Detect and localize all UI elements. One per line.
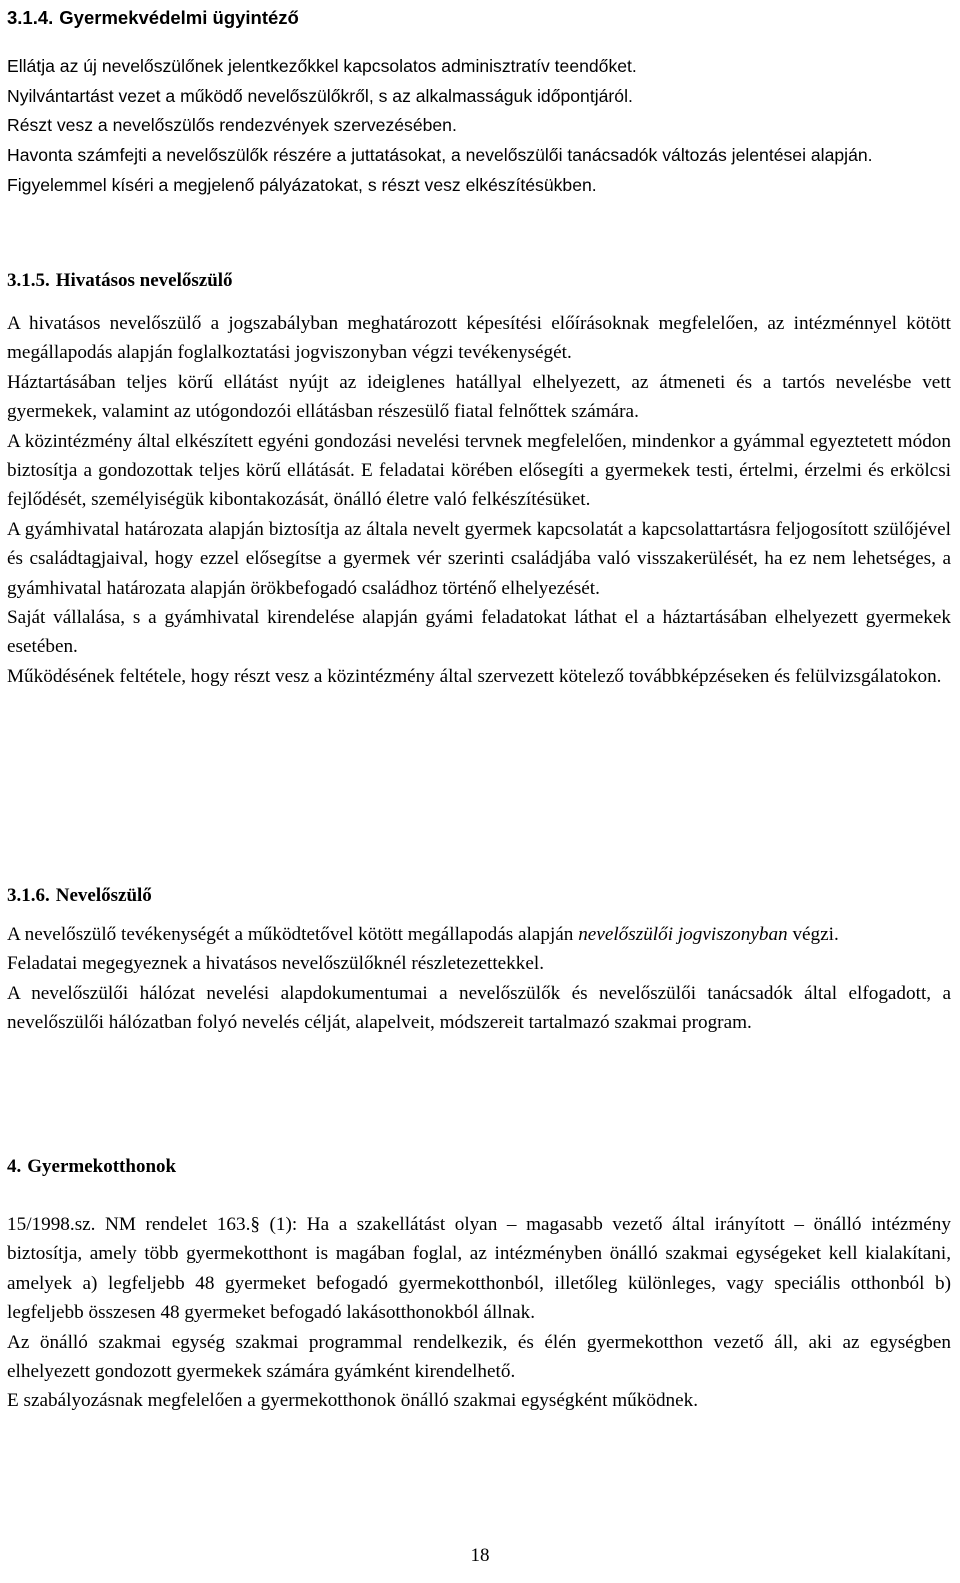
paragraph: Részt vesz a nevelőszülős rendezvények szervezésében. — [7, 115, 457, 136]
section-heading — [7, 7, 299, 29]
section-body — [7, 309, 951, 691]
section-body — [7, 52, 953, 201]
paragraph: Az önálló szakmai egység szakmai programmal rendelkezik, és élén gyermekotthon vezető áll, aki az egységben elhelyezett gondozott gyermekek számára gyámként kirendelhető. — [7, 1331, 951, 1383]
paragraph: Saját vállalása, s a gyámhivatal kirendelése alapján gyámi feladatokat láthat el a háztartásában elhelyezett gyermekek esetében. — [7, 607, 951, 658]
section-number: 3.1.4. — [7, 7, 54, 28]
paragraph — [7, 920, 951, 949]
paragraph: 15/1998.sz. NM rendelet 163.§ (1): Ha a szakellátást olyan – magasabb vezető által irányított – önálló intézmény biztosítja, amely több gyermekotthont is magában foglal, az intézményben önálló szakmai egységeket kell kialakítani, amelyek a) legfeljebb 48 gyermeket befogadó gyermekotthonból, illetőleg különleges, vagy speciális otthonból b) legfeljebb összesen 48 gyermeket befogadó lakásotthonokból állnak. — [7, 1214, 951, 1324]
page-number: 18 — [470, 1545, 490, 1566]
paragraph-text: A nevelőszülő tevékenységét a működtetővel kötött megállapodás alapján — [7, 924, 579, 945]
italic-term: nevelőszülői jogviszonyban — [578, 924, 788, 945]
paragraph: Figyelemmel kíséri a megjelenő pályázatokat, s részt vesz elkészítésükben. — [7, 174, 597, 195]
paragraph: Feladatai megegyeznek a hivatásos nevelőszülőknél részletezettekkel. — [7, 953, 545, 975]
section-number: 3.1.5. — [7, 270, 50, 291]
paragraph: E szabályozásnak megfelelően a gyermekotthonok önálló szakmai egységként működnek. — [7, 1390, 699, 1412]
section-heading — [7, 885, 152, 907]
paragraph: A hivatásos nevelőszülő a jogszabályban meghatározott képesítési előírásoknak megfelelően, az intézménnyel kötött megállapodás alapján foglalkoztatási jogviszonyban végzi tevékenységét. — [7, 313, 951, 364]
paragraph: Havonta számfejti a nevelőszülők részére a juttatásokat, a nevelőszülői tanácsadók változás jelentései alapján. — [7, 145, 873, 166]
section-body — [7, 1210, 951, 1416]
section-title: Gyermekotthonok — [27, 1156, 177, 1177]
paragraph: A nevelőszülői hálózat nevelési alapdokumentumai a nevelőszülők és nevelőszülői tanácsadók által elfogadott, a nevelőszülői hálózatban folyó nevelés célját, alapelveit, módszereit tartalmazó szakmai program. — [7, 982, 951, 1034]
paragraph: A gyámhivatal határozata alapján biztosítja az általa nevelt gyermek kapcsolatát a kapcsolattartásra feljogosított szülőjével és családtagjaival, hogy ezzel elősegítse a gyermek vér szerinti családjába való visszakerülését, ha ez nem lehetséges, a gyámhivatal határozata alapján örökbefogadó családhoz történő elhelyezését. — [7, 518, 951, 599]
section-heading — [7, 270, 233, 292]
paragraph: A közintézmény által elkészített egyéni gondozási nevelési tervnek megfelelően, mindenkor a gyámmal egyeztetett módon biztosítja a gondozottak teljes körű ellátását. E feladatai körében elősegíti a gyermekek testi, értelmi, érzelmi és erkölcsi fejlődését, személyiségük kibontakozását, önálló életre való felkészítésüket. — [7, 430, 951, 511]
section-title: Nevelőszülő — [55, 885, 152, 906]
paragraph: Ellátja az új nevelőszülőnek jelentkezőkkel kapcsolatos adminisztratív teendőket. — [7, 56, 637, 76]
section-body — [7, 920, 951, 1038]
paragraph: Nyilvántartást vezet a működő nevelőszülőkről, s az alkalmasságuk időpontjáról. — [7, 85, 633, 106]
section-heading — [7, 1156, 176, 1178]
paragraph: Háztartásában teljes körű ellátást nyújt az ideiglenes hatállyal elhelyezett, az átmeneti és a tartós nevelésbe vett gyermekek, valamint az utógondozói ellátásban részesülő fiatal felnőttek számára. — [7, 371, 951, 423]
section-number: 3.1.6. — [7, 885, 50, 906]
section-title: Gyermekvédelmi ügyintéző — [59, 7, 299, 28]
paragraph: Működésének feltétele, hogy részt vesz a közintézmény által szervezett kötelező továbbképzéseken és felülvizsgálatokon. — [7, 665, 942, 687]
section-title: Hivatásos nevelőszülő — [55, 270, 233, 291]
section-number: 4. — [7, 1156, 22, 1177]
paragraph-text: végzi. — [787, 924, 839, 945]
